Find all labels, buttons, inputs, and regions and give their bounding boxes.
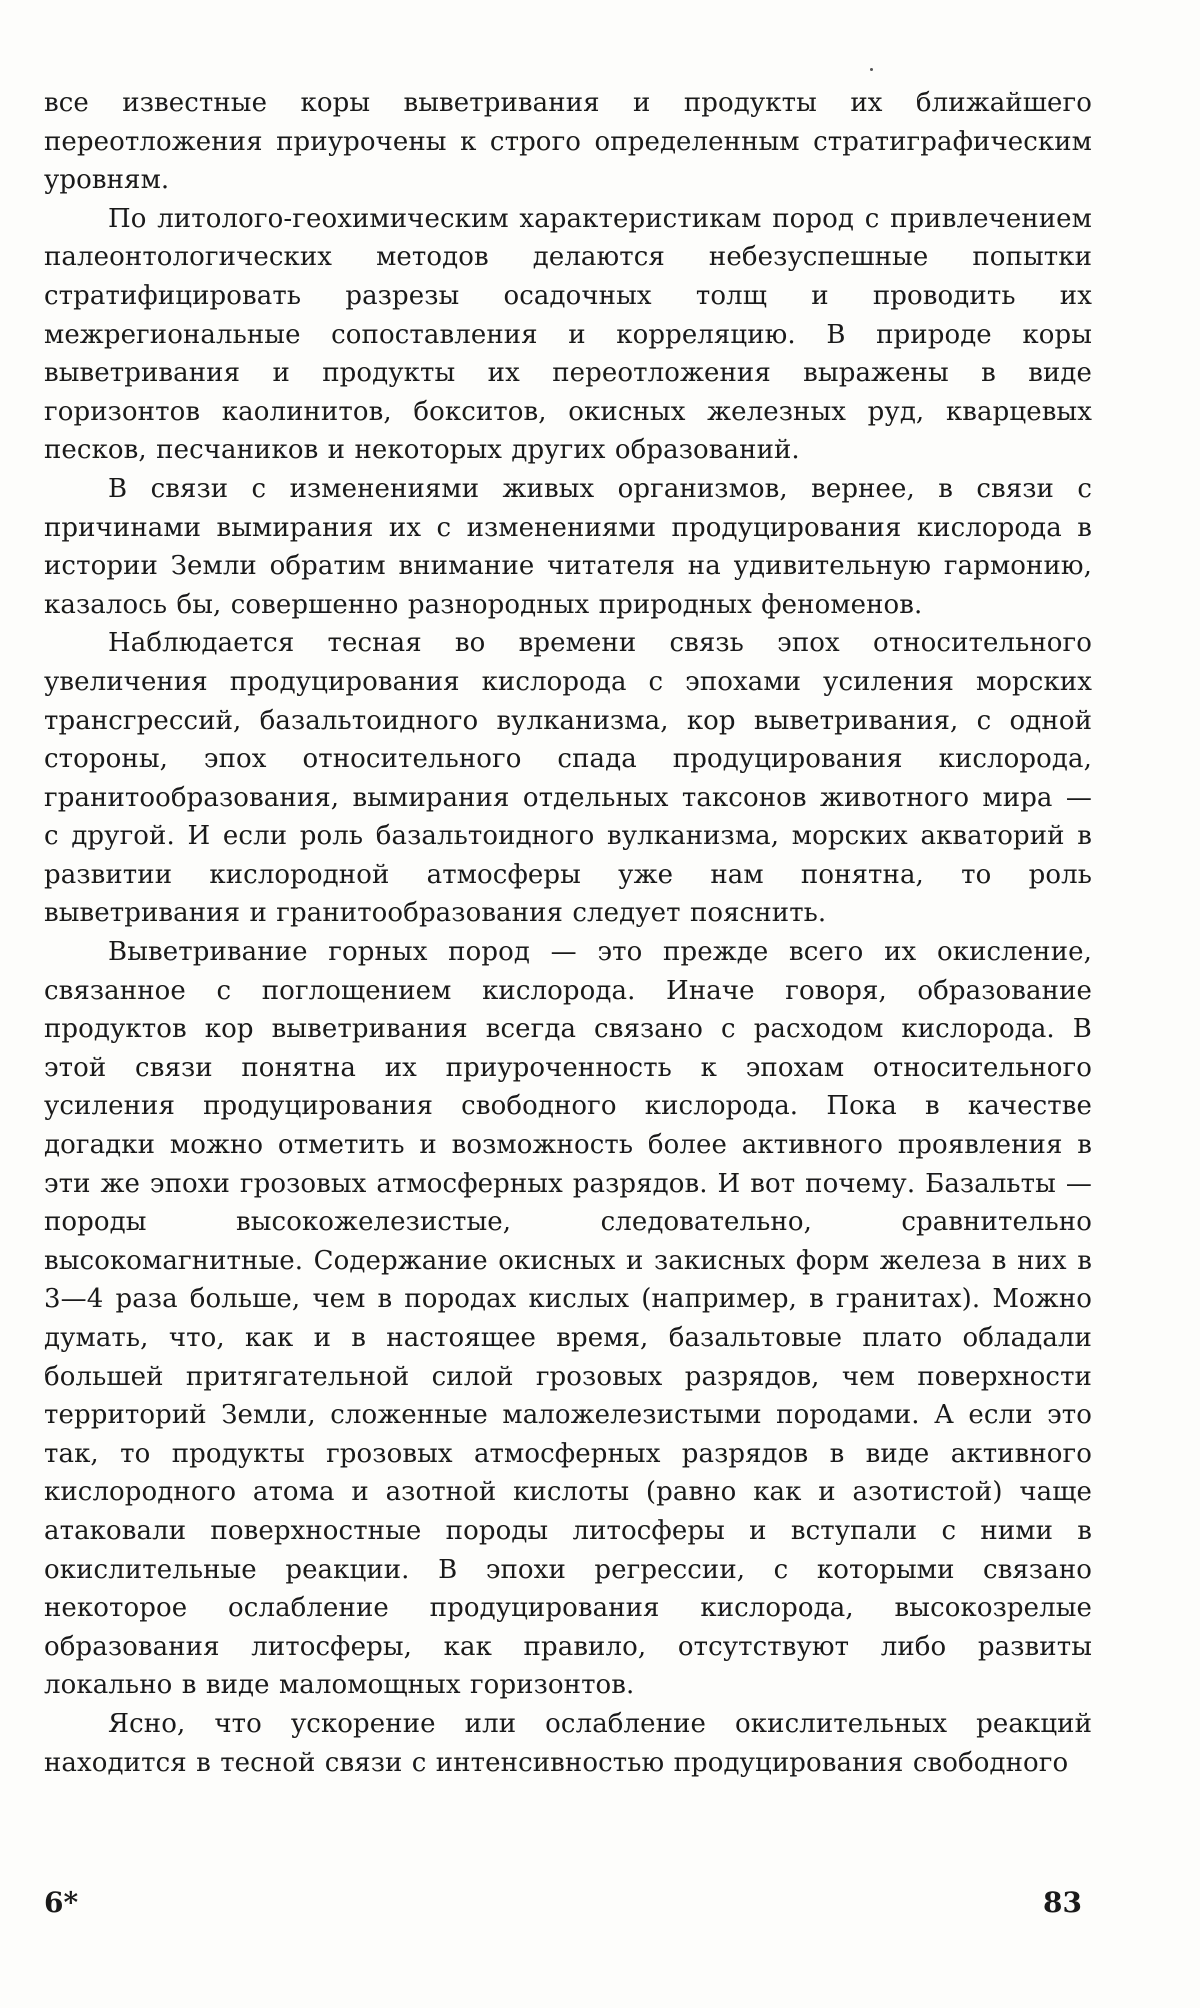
print-speck bbox=[870, 68, 873, 71]
body-text bbox=[44, 84, 1092, 1782]
page-number: 83 bbox=[1043, 1886, 1082, 1919]
page-footer bbox=[44, 1886, 1092, 1926]
paragraph-continuation: все известные коры выветривания и продукты их ближайшего переотложения приурочены к строго определенным стратиграфическим уровням. bbox=[44, 88, 1092, 196]
paragraph-harmony: В связи с изменениями живых организмов, вернее, в связи с причинами вымирания их с изменениями продуцирования кислорода в истории Земли обратим внимание читателя на удивительную гармонию, казалось бы, совершенно разнородных природных феноменов. bbox=[44, 473, 1092, 620]
paragraph-stratigraphy: По литолого-геохимическим характеристикам пород с привлечением палеонтологических методов делаются небезуспешные попытки стратифицировать разрезы осадочных толщ и проводить их межрегиональные сопоставления и корреляцию. В природе коры выветривания и продукты их переотложения выражены в виде горизонтов каолинитов, бокситов, окисных железных руд, кварцевых песков, песчаников и некоторых других образований. bbox=[44, 203, 1092, 466]
paragraph-oxidation: Ясно, что ускорение или ослабление окислительных реакций находится в тесной связи с интенсивностью продуцирования свободного bbox=[44, 1708, 1092, 1778]
paragraph-weathering: Выветривание горных пород — это прежде всего их окисление, связанное с поглощением кислорода. Иначе говоря, образование продуктов кор выветривания всегда связано с расходом кислорода. В этой связи понятна их приуроченность к эпохам относительного усиления продуцирования свободного кислорода. Пока в качестве догадки можно отметить и возможность более активного проявления в эти же эпохи грозовых атмосферных разрядов. И вот почему. Базальты — породы высокожелезистые, следовательно, сравнительно высокомагнитные. Содержание окисных и закисных форм железа в них в 3—4 раза больше, чем в породах кислых (например, в гранитах). Можно думать, что, как и в настоящее время, базальтовые плато обладали большей притягательной силой грозовых разрядов, чем поверхности территорий Земли, сложенные маложелезистыми породами. А если это так, то продукты грозовых атмосферных разрядов в виде активного кислородного атома и азотной кислоты (равно как и азотистой) чаще атаковали поверхностные породы литосферы и вступали с ними в окислительные реакции. В эпохи регрессии, с которыми связано некоторое ослабление продуцирования кислорода, высокозрелые образования литосферы, как правило, отсутствуют либо развиты локально в виде маломощных горизонтов. bbox=[44, 937, 1092, 1701]
paragraph-oxygen-epochs: Наблюдается тесная во времени связь эпох относительного увеличения продуцирования кислорода с эпохами усиления морских трансгрессий, базальтоидного вулканизма, кор выветривания, с одной стороны, эпох относительного спада продуцирования кислорода, гранитообразования, вымирания отдельных таксонов животного мира — с другой. И если роль базальтоидного вулканизма, морских акваторий в развитии кислородной атмосферы уже нам понятна, то роль выветривания и гранитообразования следует пояснить. bbox=[44, 628, 1092, 929]
signature-mark: 6* bbox=[44, 1886, 79, 1919]
